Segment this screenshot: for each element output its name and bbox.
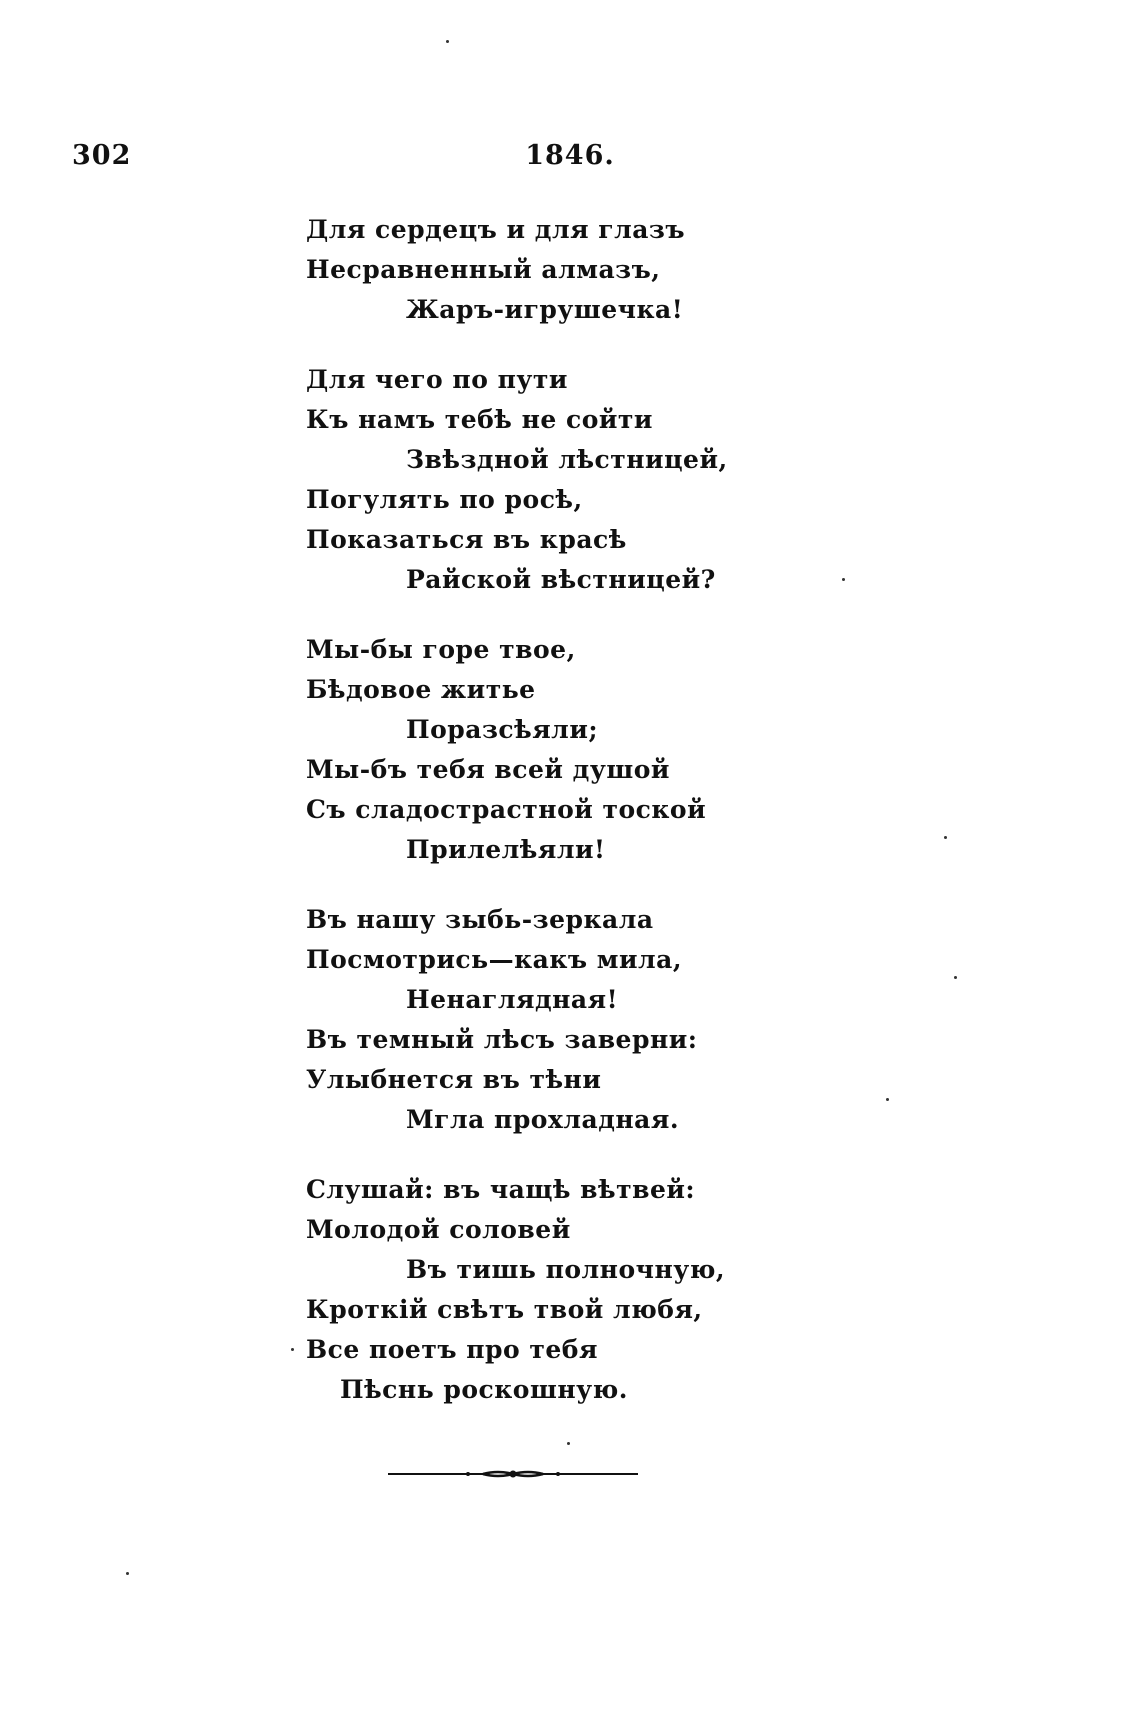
poem-line: Къ намъ тебѣ не сойти xyxy=(306,405,653,434)
poem-line: Поразсѣяли; xyxy=(406,715,599,744)
poem-line: Въ тишь полночную, xyxy=(406,1255,726,1284)
print-speck xyxy=(446,40,449,43)
poem-line: Посмотрись—какъ мила, xyxy=(306,945,683,974)
poem-line: Звѣздной лѣстницей, xyxy=(406,445,728,474)
poem xyxy=(306,210,866,1440)
poem-line: Съ сладострастной тоской xyxy=(306,795,707,824)
print-speck xyxy=(954,976,957,979)
print-speck xyxy=(944,836,947,839)
end-ornament-icon xyxy=(388,1464,638,1484)
stanza xyxy=(306,900,866,1140)
poem-line: Молодой соловей xyxy=(306,1215,571,1244)
poem-line: Пѣснь роскошную. xyxy=(340,1375,628,1404)
poem-line: Несравненный алмазъ, xyxy=(306,255,661,284)
stanza xyxy=(306,1170,866,1410)
print-speck xyxy=(567,1442,570,1445)
poem-line: Все поетъ про тебя xyxy=(306,1335,598,1364)
poem-line: Ненаглядная! xyxy=(406,985,619,1014)
print-speck xyxy=(842,578,845,581)
poem-line: Слушай: въ чащѣ вѣтвей: xyxy=(306,1175,696,1204)
poem-line: Мы-бъ тебя всей душой xyxy=(306,755,670,784)
poem-line: Въ нашу зыбь-зеркала xyxy=(306,905,654,934)
poem-line: Для чего по пути xyxy=(306,365,568,394)
poem-line: Жаръ-игрушечка! xyxy=(406,295,684,324)
poem-line: Для сердецъ и для глазъ xyxy=(306,215,686,244)
poem-line: Улыбнется въ тѣни xyxy=(306,1065,602,1094)
running-head-year: 1846. xyxy=(525,140,615,171)
stanza xyxy=(306,630,866,870)
print-speck xyxy=(126,1572,129,1575)
poem-line: Въ темный лѣсъ заверни: xyxy=(306,1025,698,1054)
print-speck xyxy=(291,1348,294,1351)
print-speck xyxy=(886,1098,889,1101)
page-number: 302 xyxy=(72,140,132,171)
poem-line: Райской вѣстницей? xyxy=(406,565,716,594)
poem-line: Кроткій свѣтъ твой любя, xyxy=(306,1295,703,1324)
stanza xyxy=(306,210,866,330)
poem-line: Мы-бы горе твое, xyxy=(306,635,576,664)
stanza xyxy=(306,360,866,600)
poem-line: Бѣдовое житье xyxy=(306,675,536,704)
poem-line: Показаться въ красѣ xyxy=(306,525,627,554)
poem-line: Прилелѣяли! xyxy=(406,835,606,864)
poem-line: Мгла прохладная. xyxy=(406,1105,680,1134)
poem-line: Погулять по росѣ, xyxy=(306,485,583,514)
